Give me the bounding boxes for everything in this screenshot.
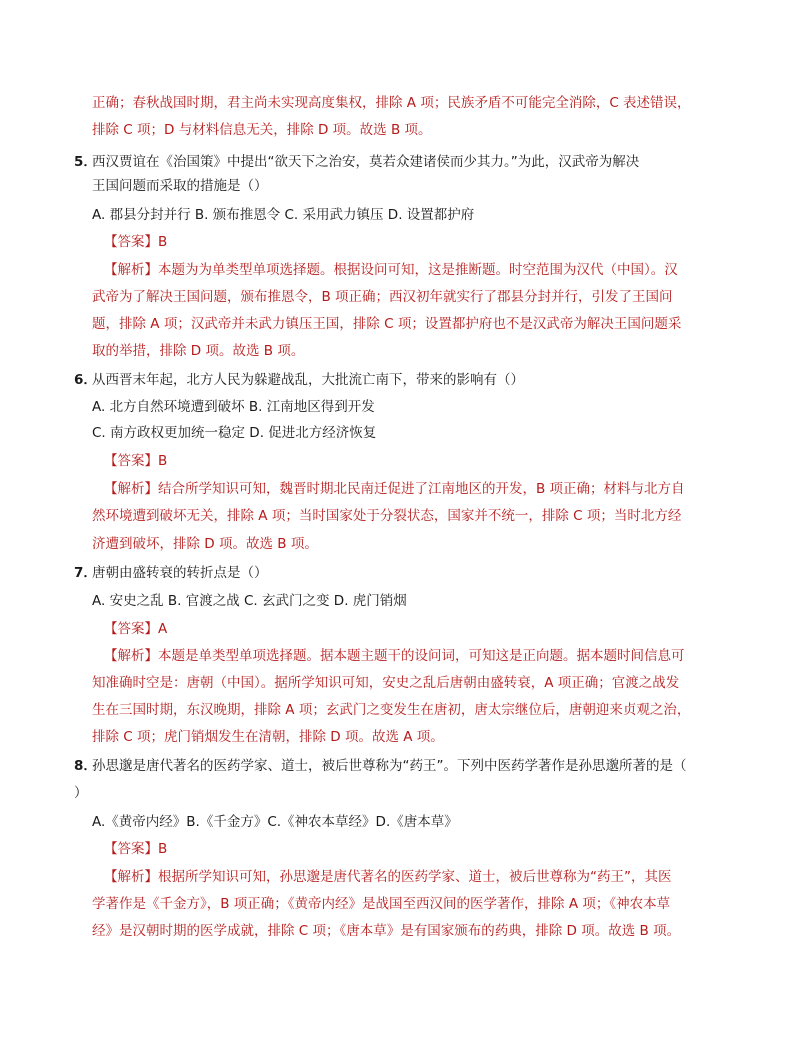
analysis-line: 【解析】本题为为单类型单项选择题。根据设问可知，这是推断题。时空范围为汉代（中国）。汉 [104, 262, 678, 278]
analysis-line: 学著作是《千金方》，B 项正确；《黄帝内经》是战国至西汉间的医学著作，排除 A 项；《神农本草 [92, 896, 671, 912]
analysis-line: 【解析】本题是单类型单项选择题。据本题主题干的设问词，可知这是正向题。据本题时间信息可 [104, 648, 685, 664]
analysis-line: 武帝为了解决王国问题，颁布推恩令，B 项正确；西汉初年就实行了郡县分封并行，引发了王国问 [92, 289, 673, 305]
answer-label: 【答案】B [104, 841, 168, 857]
analysis-line: 取的举措，排除 D 项。故选 B 项。 [92, 343, 305, 359]
analysis-line: 【解析】结合所学知识可知，魏晋时期北民南迁促进了江南地区的开发，B 项正确；材料与北方自 [104, 481, 685, 497]
question-stem: 唐朝由盛转衰的转折点是（） [92, 565, 268, 581]
question-number: 6． [74, 372, 97, 388]
question-stem: 从西晋末年起，北方人民为躲避战乱，大批流亡南下，带来的影响有（） [92, 372, 524, 388]
question-number: 5． [74, 154, 97, 170]
question-options: A. 安史之乱 B. 官渡之战 C. 玄武门之变 D. 虎门销烟 [92, 593, 407, 609]
prev-explanation-line: 排除 C 项；D 与材料信息无关，排除 D 项。故选 B 项。 [92, 122, 432, 138]
answer-label: 【答案】A [104, 621, 168, 637]
question-stem: 西汉贾谊在《治国策》中提出“欲天下之治安，莫若众建诸侯而少其力。”为此，汉武帝为解决 [92, 154, 640, 170]
analysis-line: 生在三国时期，东汉晚期，排除 A 项；玄武门之变发生在唐初，唐太宗继位后，唐朝迎来贞观之治， [92, 702, 691, 718]
question-stem: 孙思邈是唐代著名的医药学家、道士，被后世尊称为“药王”。下列中医药学著作是孙思邈所著的是（ [92, 758, 687, 774]
analysis-line: 济遭到破坏，排除 D 项。故选 B 项。 [92, 536, 318, 552]
analysis-line: 【解析】根据所学知识可知，孙思邈是唐代著名的医药学家、道士，被后世尊称为“药王”，其医 [104, 869, 672, 885]
question-options: C. 南方政权更加统一稳定 D. 促进北方经济恢复 [92, 425, 377, 441]
question-number: 8． [74, 758, 97, 774]
answer-label: 【答案】B [104, 234, 168, 250]
question-options: A.《黄帝内经》B.《千金方》C.《神农本草经》D.《唐本草》 [92, 814, 458, 830]
prev-explanation-line: 正确；春秋战国时期，君主尚未实现高度集权，排除 A 项；民族矛盾不可能完全消除，C 表述错误， [92, 95, 691, 111]
question-options: A. 郡县分封并行 B. 颁布推恩令 C. 采用武力镇压 D. 设置都护府 [92, 207, 475, 223]
analysis-line: 排除 C 项；虎门销烟发生在清朝，排除 D 项。故选 A 项。 [92, 729, 444, 745]
question-stem: ） [74, 785, 88, 801]
question-options: A. 北方自然环境遭到破坏 B. 江南地区得到开发 [92, 399, 375, 415]
analysis-line: 题，排除 A 项；汉武帝并未武力镇压王国，排除 C 项；设置都护府也不是汉武帝为解决王国问题采 [92, 316, 682, 332]
question-stem: 王国问题而采取的措施是（） [92, 178, 268, 194]
analysis-line: 经》是汉朝时期的医学成就，排除 C 项；《唐本草》是有国家颁布的药典，排除 D 项。故选 B 项。 [92, 923, 681, 939]
analysis-line: 然环境遭到破坏无关，排除 A 项；当时国家处于分裂状态，国家并不统一，排除 C 项；当时北方经 [92, 508, 682, 524]
question-number: 7． [74, 565, 97, 581]
analysis-line: 知准确时空是：唐朝（中国）。据所学知识可知，安史之乱后唐朝由盛转衰，A 项正确；官渡之战发 [92, 675, 680, 691]
answer-label: 【答案】B [104, 453, 168, 469]
